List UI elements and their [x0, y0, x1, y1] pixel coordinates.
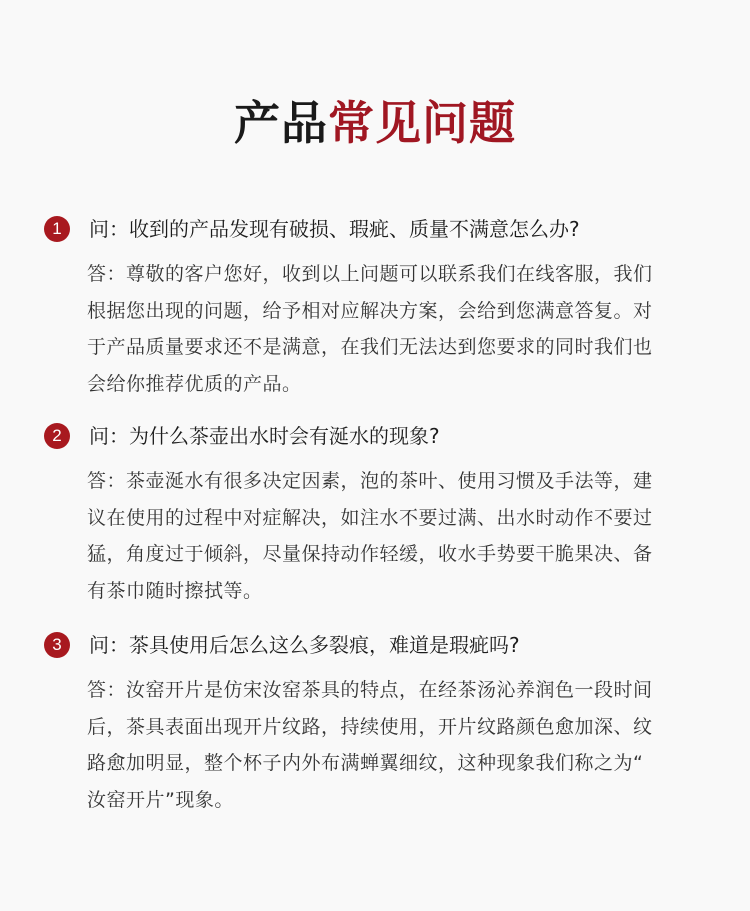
- title-part-2: 常见问题: [328, 96, 516, 150]
- page-title: [0, 92, 750, 154]
- question-row: [44, 630, 724, 660]
- answer-line: 议在使用的过程中对症解决，如注水不要过满、出水时动作不要过: [87, 506, 653, 529]
- answer-text: [87, 672, 724, 818]
- faq-item-3: [44, 630, 724, 818]
- question-text: 问：为什么茶壶出水时会有涎水的现象?: [89, 424, 440, 448]
- answer-line: 答：尊敬的客户您好，收到以上问题可以联系我们在线客服，我们: [87, 263, 653, 285]
- number-badge: 2: [44, 423, 70, 449]
- answer-line: 于产品质量要求还不是满意，在我们无法达到您要求的同时我们也: [87, 336, 653, 359]
- question-row: [44, 421, 724, 451]
- faq-item-2: [44, 421, 724, 609]
- answer-line: 汝窑开片”现象。: [87, 788, 234, 811]
- answer-line: 有茶巾随时擦拭等。: [87, 579, 263, 602]
- title-part-1: 产品: [234, 96, 328, 150]
- question-text: 问：收到的产品发现有破损、瑕疵、质量不满意怎么办?: [89, 217, 580, 241]
- number-badge: 3: [44, 632, 70, 658]
- answer-text: [87, 463, 724, 609]
- number-badge: 1: [44, 216, 70, 242]
- faq-item-1: [44, 214, 724, 402]
- answer-line: 猛，角度过于倾斜，尽量保持动作轻缓，收水手势要干脆果决、备: [87, 543, 653, 566]
- answer-line: 后，茶具表面出现开片纹路，持续使用，开片纹路颜色愈加深、纹: [87, 715, 653, 738]
- answer-text: [87, 256, 724, 402]
- answer-line: 会给你推荐优质的产品。: [87, 372, 302, 395]
- answer-line: 路愈加明显，整个杯子内外布满蝉翼细纹，这种现象我们称之为“: [87, 752, 644, 775]
- answer-line: 答：汝窑开片是仿宋汝窑茶具的特点，在经茶汤沁养润色一段时间: [87, 679, 653, 701]
- answer-line: 根据您出现的问题，给予相对应解决方案，会给到您满意答复。对: [87, 299, 653, 322]
- question-text: 问：茶具使用后怎么这么多裂痕，难道是瑕疵吗?: [89, 633, 520, 657]
- question-row: [44, 214, 724, 244]
- answer-line: 答：茶壶涎水有很多决定因素，泡的茶叶、使用习惯及手法等，建: [87, 470, 653, 492]
